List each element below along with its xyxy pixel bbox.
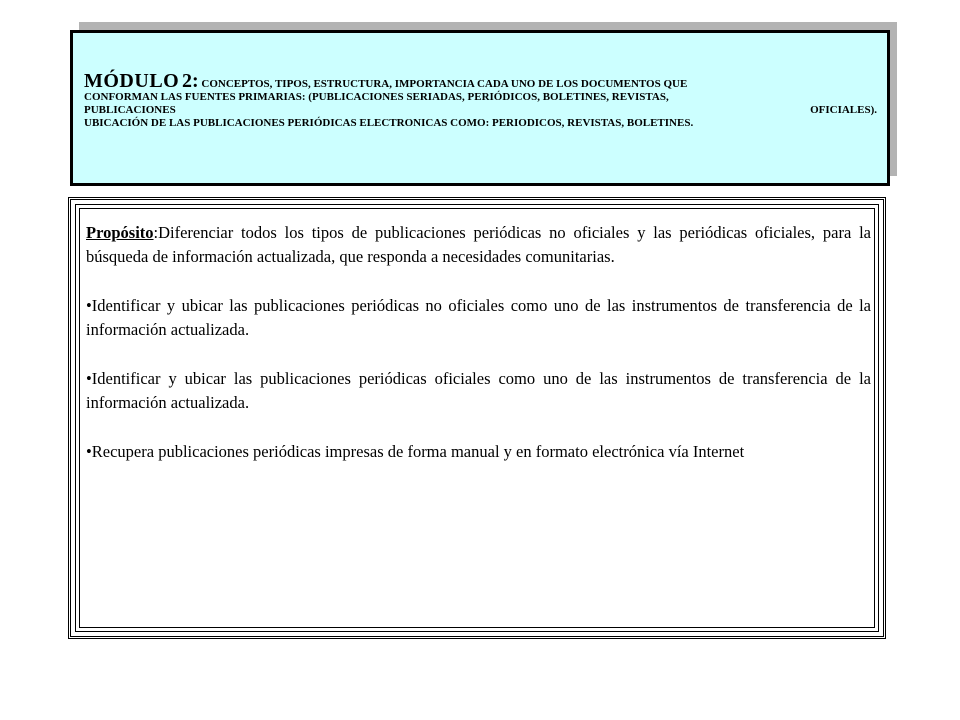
content-text xyxy=(86,221,871,489)
module-title-line-3-left: PUBLICACIONES xyxy=(84,104,176,116)
content-frame-inner-2 xyxy=(79,208,875,628)
bullet-item: •Identificar y ubicar las publicaciones periódicas no oficiales como uno de las instrumentos de transferencia de la información actualizada. xyxy=(86,296,871,339)
module-title-line-3-right: OFICIALES). xyxy=(810,104,877,116)
module-title-line-1 xyxy=(84,70,877,92)
module-title-line-1-rest: CONCEPTOS, TIPOS, ESTRUCTURA, IMPORTANCIA CADA UNO DE LOS DOCUMENTOS QUE xyxy=(201,78,688,90)
purpose-paragraph xyxy=(86,221,871,269)
module-title-line-3 xyxy=(84,104,877,117)
purpose-label: Propósito xyxy=(86,223,154,242)
bullet-item: •Recupera publicaciones periódicas impresas de forma manual y en formato electrónica vía Internet xyxy=(86,442,745,461)
module-title-line-4: UBICACIÓN DE LAS PUBLICACIONES PERIÓDICAS ELECTRONICAS COMO: PERIODICOS, REVISTAS, BOLETINES. xyxy=(84,117,694,129)
module-title xyxy=(84,70,877,130)
content-frame xyxy=(68,197,886,639)
module-header xyxy=(70,30,890,186)
module-title-line-2: CONFORMAN LAS FUENTES PRIMARIAS: (PUBLICACIONES SERIADAS, PERIÓDICOS, BOLETINES, REVISTAS, xyxy=(84,91,669,103)
module-label: MÓDULO xyxy=(84,70,180,92)
bullet-item: •Identificar y ubicar las publicaciones periódicas oficiales como uno de las instrumentos de transferencia de la información actualizada. xyxy=(86,369,871,412)
purpose-text: :Diferenciar todos los tipos de publicaciones periódicas no oficiales y las periódicas oficiales, para la búsqueda de información actualizada, que responda a necesidades comunitarias. xyxy=(86,223,871,266)
content-frame-inner xyxy=(75,204,879,632)
module-number: 2: xyxy=(181,70,199,92)
